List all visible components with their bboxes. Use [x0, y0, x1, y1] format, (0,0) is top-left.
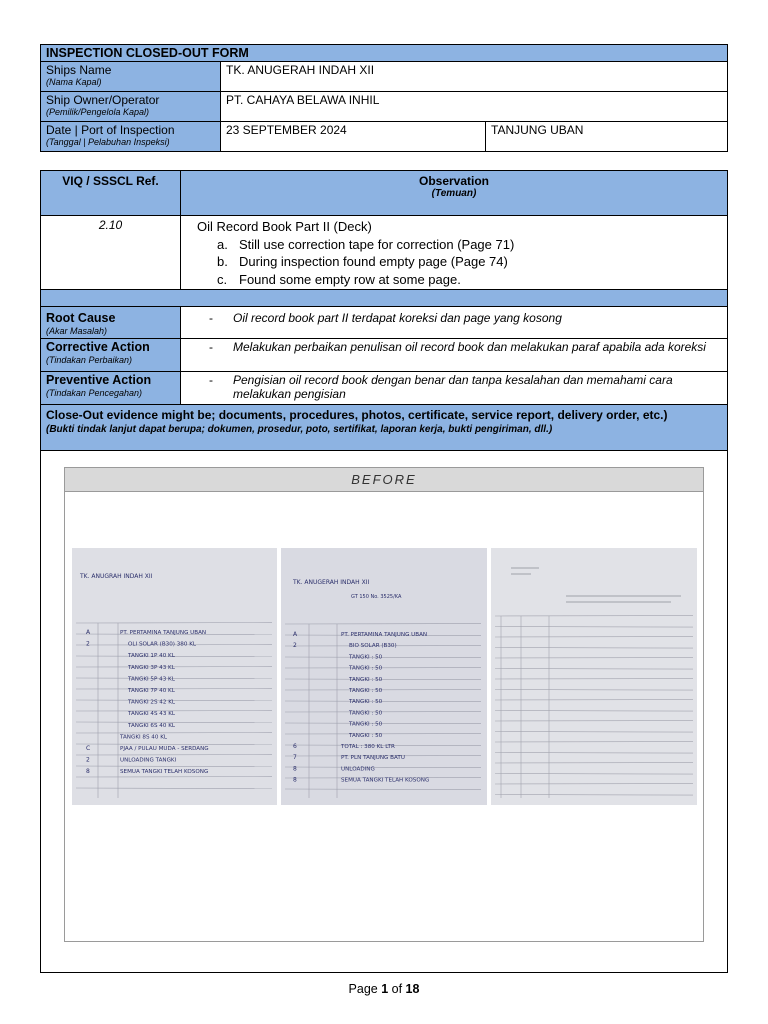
handwritten-entry: TANGKI : 50: [349, 710, 383, 717]
handwritten-entry: TANGKI 6S 40 KL: [128, 722, 175, 729]
evidence-note-cell: [41, 405, 728, 451]
owner-label: Ship Owner/Operator: [46, 93, 160, 107]
photo-2-subheading: GT 150 No. 3525/KA: [351, 594, 402, 600]
page-number: 1: [381, 982, 389, 996]
port-value: TANJUNG UBAN: [486, 122, 728, 152]
ship-name-label-cell: [41, 62, 221, 92]
handwritten-entry: SEMUA TANGKI TELAH KOSONG: [341, 777, 430, 784]
preventive-value-cell: - Pengisian oil record book dengan benar dan tanpa kesalahan dan memahami cara melakukan pengisian: [181, 372, 728, 405]
handwritten-entry: TANGKI 5P 43 KL: [128, 676, 175, 683]
handwritten-entry: PT. PERTAMINA TANJUNG UBAN: [120, 630, 207, 636]
date-value: 23 SEPTEMBER 2024: [221, 122, 486, 152]
handwritten-entry: UNLOADING TANGKI: [120, 757, 177, 764]
before-photo-1: [72, 548, 277, 805]
handwritten-code: 8: [293, 776, 297, 784]
observation-cell: [181, 216, 728, 290]
handwritten-entry: TOTAL : 380 KL LTR: [341, 744, 395, 750]
handwritten-entry: TANGKI : 50: [349, 699, 383, 706]
corrective-label-cell: [41, 339, 181, 372]
ref-header: VIQ / SSSCL Ref.: [41, 171, 181, 216]
observation-item: c. Found some empty row at some page.: [217, 271, 461, 287]
handwritten-entry: TANGKI : 50: [349, 688, 383, 694]
observation-header: Observation: [418, 174, 490, 188]
observation-list: [197, 236, 722, 289]
handwritten-code: 6: [293, 743, 297, 750]
handwritten-entry: TANGKI 2S 42 KL: [128, 699, 175, 706]
handwritten-entry: TANGKI 4S 43 KL: [128, 711, 175, 718]
handwritten-entry: TANGKI : 50: [349, 732, 383, 739]
form-header-table: [40, 44, 728, 152]
photo-2-heading: TK. ANUGERAH INDAH XII: [293, 579, 370, 586]
before-photo-3: [491, 548, 697, 805]
handwritten-entry: PT. PLN TANJUNG BATU: [341, 755, 405, 762]
handwritten-entry: TANGKI : 50: [349, 654, 383, 661]
handwritten-entry: OLI SOLAR (B30) 380 KL: [128, 641, 196, 648]
photo-3-empty-page: [491, 548, 697, 805]
page-footer: Page 1 of 18: [348, 982, 420, 996]
handwritten-entry: BIO SOLAR (B30): [349, 643, 397, 650]
handwritten-entry: TANGKI : 50: [349, 721, 383, 728]
evidence-note: Close-Out evidence might be; documents, procedures, photos, certificate, service report, delivery order, etc.): [46, 408, 668, 422]
owner-sublabel: (Pemilik/Pengelola Kapal): [46, 107, 150, 117]
date-sublabel: (Tanggal | Pelabuhan Inspeksi): [46, 137, 170, 147]
before-photo-2: [281, 548, 487, 805]
handwritten-entry: TANGKI : 50: [349, 665, 383, 672]
evidence-note-translation: (Bukti tindak lanjut dapat berupa; dokumen, prosedur, poto, sertifikat, laporan kerja, bukti pengiriman, dll.): [46, 424, 553, 435]
ship-name-sublabel: (Nama Kapal): [46, 77, 102, 87]
handwritten-entry: UNLOADING: [341, 766, 375, 773]
root-cause-label-cell: [41, 307, 181, 339]
observation-title: Oil Record Book Part II (Deck): [197, 219, 372, 234]
handwritten-code: A: [293, 631, 298, 638]
root-cause-sublabel: (Akar Masalah): [46, 326, 108, 336]
photo-1-page: [72, 548, 277, 805]
ship-name-label: Ships Name: [46, 63, 112, 77]
root-cause-value: Oil record book part II terdapat koreksi dan page yang kosong: [233, 311, 562, 325]
handwritten-entry: PJAA / PULAU MUDA - SERDANG: [120, 746, 209, 752]
observation-header-cell: [181, 171, 728, 216]
handwritten-code: 7: [293, 754, 297, 762]
owner-value: PT. CAHAYA BELAWA INHIL: [221, 92, 728, 122]
root-cause-label: Root Cause: [46, 311, 116, 325]
preventive-sublabel: (Tindakan Pencegahan): [46, 388, 142, 398]
corrective-label: Corrective Action: [46, 340, 150, 354]
handwritten-code: C: [86, 745, 91, 752]
ship-name-value: TK. ANUGERAH INDAH XII: [221, 62, 728, 92]
handwritten-code: 8: [293, 765, 297, 773]
observation-header-sub: (Temuan): [431, 188, 477, 199]
form-title: INSPECTION CLOSED-OUT FORM: [41, 45, 728, 62]
handwritten-entry: TANGKI : 50: [349, 676, 383, 683]
date-label: Date | Port of Inspection: [46, 123, 175, 137]
blue-divider: [41, 290, 728, 307]
handwritten-code: 2: [86, 756, 90, 764]
photo-2-page: [281, 548, 487, 805]
observation-item: b. During inspection found empty page (Page 74): [217, 254, 508, 269]
handwritten-entry: TANGKI 1P 40 KL: [128, 653, 175, 660]
preventive-label: Preventive Action: [46, 373, 152, 387]
handwritten-code: A: [86, 629, 91, 636]
handwritten-code: 2: [86, 640, 90, 648]
handwritten-code: 8: [86, 768, 90, 776]
ref-value: 2.10: [41, 216, 181, 290]
date-label-cell: [41, 122, 221, 152]
handwritten-entry: TANGKI 8S 40 KL: [120, 734, 167, 741]
owner-label-cell: [41, 92, 221, 122]
photo-1-heading: TK. ANUGRAH INDAH XII: [80, 573, 153, 580]
corrective-value-cell: - Melakukan perbaikan penulisan oil record book dan melakukan paraf apabila ada koreksi: [181, 339, 728, 372]
handwritten-entry: TANGKI 7P 40 KL: [128, 688, 175, 694]
preventive-value: Pengisian oil record book dengan benar dan tanpa kesalahan dan memahami cara melakukan pengisian: [233, 373, 673, 401]
corrective-value: Melakukan perbaikan penulisan oil record book dan melakukan paraf apabila ada koreksi: [233, 340, 706, 354]
root-cause-value-cell: - Oil record book part II terdapat koreksi dan page yang kosong: [181, 307, 728, 339]
handwritten-code: 2: [293, 642, 297, 650]
page-total: 18: [405, 982, 420, 996]
observation-item: a. Still use correction tape for correction (Page 71): [217, 236, 515, 252]
handwritten-entry: SEMUA TANGKI TELAH KOSONG: [120, 769, 209, 776]
handwritten-entry: PT. PERTAMINA TANJUNG UBAN: [341, 632, 428, 638]
before-label: BEFORE: [65, 468, 703, 492]
preventive-label-cell: [41, 372, 181, 405]
handwritten-entry: TANGKI 3P 43 KL: [128, 664, 175, 671]
corrective-sublabel: (Tindakan Perbaikan): [46, 355, 132, 365]
